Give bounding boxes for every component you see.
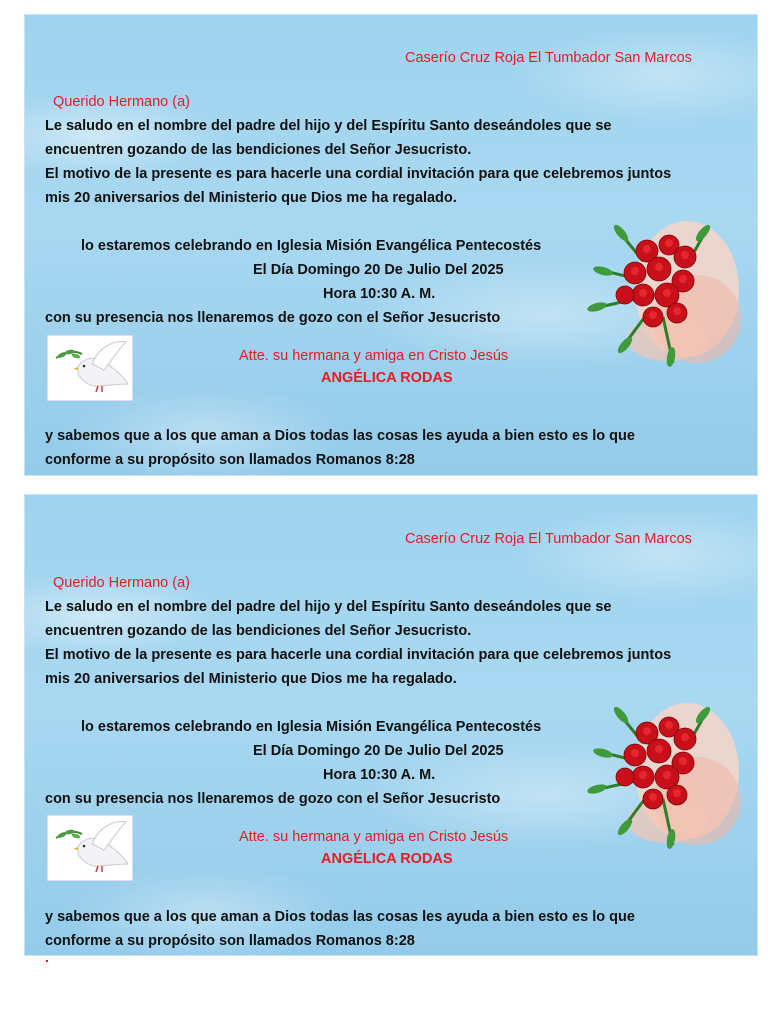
signer-name: ANGÉLICA RODAS — [321, 851, 453, 867]
location-header: Caserío Cruz Roja El Tumbador San Marcos — [405, 531, 692, 547]
closing-line: con su presencia nos llenaremos de gozo con el Señor Jesucristo — [45, 791, 501, 807]
date-line: El Día Domingo 20 De Julio Del 2025 — [253, 262, 504, 278]
invitation-card-2 — [24, 494, 758, 956]
stray-mark — [46, 960, 48, 962]
signoff-line: Atte. su hermana y amiga en Cristo Jesús — [239, 829, 509, 845]
time-line: Hora 10:30 A. M. — [323, 767, 436, 783]
signoff-line: Atte. su hermana y amiga en Cristo Jesús — [239, 348, 509, 364]
closing-line: con su presencia nos llenaremos de gozo con el Señor Jesucristo — [45, 310, 501, 326]
greeting: Querido Hermano (a) — [53, 94, 190, 110]
venue-line: lo estaremos celebrando en Iglesia Misión Evangélica Pentecostés — [81, 719, 542, 735]
body-line-4: mis 20 aniversarios del Ministerio que Dios me ha regalado. — [45, 671, 457, 687]
signer-name: ANGÉLICA RODAS — [321, 370, 453, 386]
body-line-3: El motivo de la presente es para hacerle una cordial invitación para que celebremos juntos — [45, 647, 672, 663]
date-line: El Día Domingo 20 De Julio Del 2025 — [253, 743, 504, 759]
body-line-4: mis 20 aniversarios del Ministerio que Dios me ha regalado. — [45, 190, 457, 206]
body-line-1: Le saludo en el nombre del padre del hijo y del Espíritu Santo deseándoles que se — [45, 599, 612, 615]
rose-bouquet-icon — [577, 199, 743, 369]
body-line-2: encuentren gozando de las bendiciones del Señor Jesucristo. — [45, 623, 472, 639]
verse-line-2: conforme a su propósito son llamados Romanos 8:28 — [45, 933, 415, 949]
dove-icon — [47, 815, 133, 881]
time-line: Hora 10:30 A. M. — [323, 286, 436, 302]
dove-icon — [47, 335, 133, 401]
invitation-card-1 — [24, 14, 758, 476]
verse-line-1: y sabemos que a los que aman a Dios todas las cosas les ayuda a bien esto es lo que — [45, 428, 635, 444]
greeting: Querido Hermano (a) — [53, 575, 190, 591]
verse-line-1: y sabemos que a los que aman a Dios todas las cosas les ayuda a bien esto es lo que — [45, 909, 635, 925]
body-line-2: encuentren gozando de las bendiciones del Señor Jesucristo. — [45, 142, 472, 158]
body-line-3: El motivo de la presente es para hacerle una cordial invitación para que celebremos juntos — [45, 166, 672, 182]
verse-line-2: conforme a su propósito son llamados Romanos 8:28 — [45, 452, 415, 468]
body-line-1: Le saludo en el nombre del padre del hijo y del Espíritu Santo deseándoles que se — [45, 118, 612, 134]
location-header: Caserío Cruz Roja El Tumbador San Marcos — [405, 50, 692, 66]
venue-line: lo estaremos celebrando en Iglesia Misión Evangélica Pentecostés — [81, 238, 542, 254]
rose-bouquet-icon — [577, 681, 743, 851]
